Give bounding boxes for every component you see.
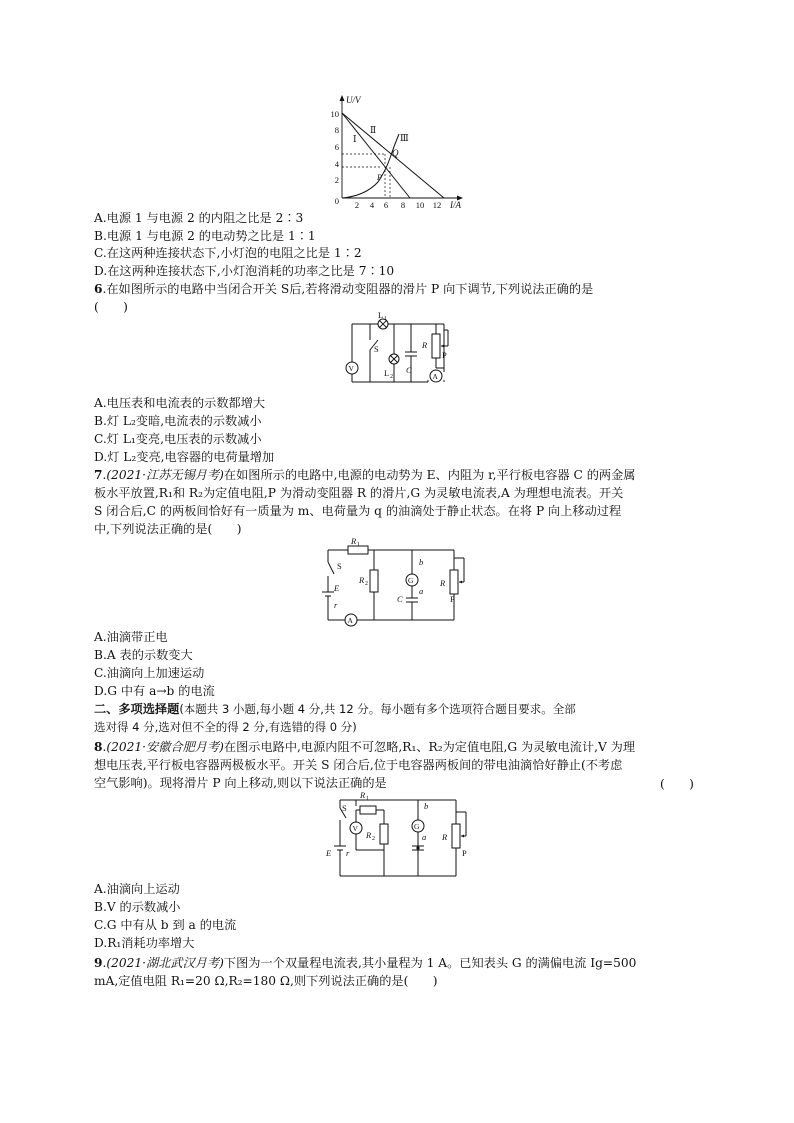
a-point-label: a <box>422 832 427 842</box>
r-label: R <box>442 832 448 842</box>
x-tick: 8 <box>400 200 406 208</box>
r1-sub: 1 <box>366 796 369 802</box>
s-label: S <box>342 803 347 813</box>
q8-source: (2021·安徽合肥月考) <box>106 740 224 754</box>
y-tick-labels <box>331 109 340 206</box>
q6-circuit <box>336 310 460 394</box>
q8-option-c: C.G 中有从 b 到 a 的电流 <box>94 918 237 932</box>
curve-3 <box>342 134 399 198</box>
q8-option-d: D.R₁消耗功率增大 <box>94 936 195 950</box>
q7-source: (2021·江苏无锡月考) <box>106 468 224 482</box>
q6-paren: ( ) <box>94 300 128 314</box>
x-axis-label: I/A <box>450 200 461 208</box>
y-axis-label: U/V <box>346 95 361 105</box>
q8-stem-text: 在图示电路中,电源内阻不可忽略,R₁、R₂为定值电阻,G 为灵敏电流计,V 为理 <box>223 740 636 754</box>
y-tick: 8 <box>334 125 339 135</box>
q6-option-c: C.灯 L₁变亮,电压表的示数减小 <box>94 432 262 446</box>
r1-label: R <box>351 536 357 546</box>
q8-number: 8 <box>94 740 103 754</box>
a-point-label: a <box>419 586 424 596</box>
c-label: C <box>406 365 412 375</box>
r1-label: R <box>360 790 366 800</box>
section-2-title: 二、多项选择题 <box>94 702 180 716</box>
x-tick: 10 <box>415 200 425 208</box>
section-2-desc-1: (本题共 3 小题,每小题 4 分,共 12 分。每小题有多个选项符合题目要求。全部 <box>179 702 576 716</box>
x-tick: 12 <box>432 200 442 208</box>
q9-number: 9 <box>94 956 103 970</box>
q8-stem-line-2: 想电压表,平行板电容器两极板水平。开关 S 闭合后,位于电容器两板间的带电油滴恰好静止(不考虑 <box>94 758 623 772</box>
section-2-header <box>94 701 576 718</box>
q7-option-c: C.油滴向上加速运动 <box>94 666 205 680</box>
v-label: V <box>352 824 358 833</box>
r1-sub: 1 <box>357 542 360 548</box>
q5-option-b: B.电源 1 与电源 2 的电动势之比是 1∶1 <box>94 229 316 243</box>
point-p-label: P <box>377 173 382 182</box>
q6-number: 6 <box>94 282 103 296</box>
p-label: P <box>462 848 467 858</box>
r2-label: R <box>366 830 372 840</box>
q5-option-a: A.电源 1 与电源 2 的内阻之比是 2∶3 <box>94 211 304 225</box>
b-label: b <box>424 801 429 811</box>
q6-option-d: D.灯 L₂变亮,电容器的电荷量增加 <box>94 450 275 464</box>
q7-option-b: B.A 表的示数变大 <box>94 648 193 662</box>
curve-label-2: Ⅱ <box>370 125 377 135</box>
l1-sub: 1 <box>384 316 387 322</box>
q7-stem-line-4: 中,下列说法正确的是( ) <box>94 522 242 536</box>
r-internal-label: r <box>334 600 338 610</box>
origin-label: 0 <box>334 196 339 206</box>
l1-label: L <box>378 310 384 320</box>
q6-stem-text: .在如图所示的电路中当闭合开关 S后,若将滑动变阻器的滑片 P 向下调节,下列说法正确的是 <box>102 282 594 296</box>
r2-label: R <box>359 575 365 585</box>
x-tick: 6 <box>383 200 389 208</box>
y-tick: 6 <box>334 142 339 152</box>
q6-option-b: B.灯 L₂变暗,电流表的示数减小 <box>94 414 262 428</box>
c-label: C <box>397 594 403 604</box>
q9-stem-line-2: mA,定值电阻 R₁=20 Ω,R₂=180 Ω,则下列说法正确的是( ) <box>94 974 438 988</box>
g-label: G <box>414 822 420 831</box>
e-label: E <box>334 583 340 593</box>
q8-option-b: B.V 的示数减小 <box>94 900 181 914</box>
curve-label-1: Ⅰ <box>353 134 357 144</box>
q8-circuit <box>320 790 474 882</box>
r-label: R <box>440 578 446 588</box>
q7-option-a: A.油滴带正电 <box>94 630 168 644</box>
section-2-desc-2: 选对得 4 分,选对但不全的得 2 分,有选错的得 0 分) <box>94 720 357 734</box>
x-tick-labels <box>355 200 441 208</box>
r2-sub: 2 <box>372 836 375 842</box>
curve-label-3: Ⅲ <box>400 133 409 143</box>
q7-option-d: D.G 中有 a→b 的电流 <box>94 684 215 698</box>
q8-paren: ( ) <box>660 777 694 791</box>
q7-stem-line-2: 板水平放置,R₁和 R₂为定值电阻,P 为滑动变阻器 R 的滑片,G 为灵敏电流表,A 为理想电流表。开关 <box>94 486 624 500</box>
r-internal-label: r <box>346 848 350 858</box>
q8-stem-line-3: 空气影响)。现将滑片 P 向上移动,则以下说法正确的是 <box>94 776 387 790</box>
u-i-graph <box>320 92 470 208</box>
x-tick: 4 <box>369 200 375 208</box>
l2-sub: 2 <box>390 374 393 380</box>
q9-stem-text: 下图为一个双量程电流表,其小量程为 1 A。已知表头 G 的满偏电流 Ig=500 <box>223 956 637 970</box>
s-label: S <box>374 344 379 354</box>
q8-option-a: A.油滴向上运动 <box>94 882 180 896</box>
r2-sub: 2 <box>365 581 368 587</box>
r-label: R <box>422 340 428 350</box>
a-label: A <box>432 372 438 381</box>
x-tick: 2 <box>354 200 360 208</box>
q9-source: (2021·湖北武汉月考) <box>106 956 224 970</box>
q7-stem-line-1: 7.(2021·江苏无锡月考)在如图所示的电路中,电源的电动势为 E、内阻为 r,平行板电容器 C 的两金属 <box>94 468 636 482</box>
g-label: G <box>408 576 414 585</box>
q6-option-a: A.电压表和电流表的示数都增大 <box>94 396 266 410</box>
q5-option-d: D.在这两种连接状态下,小灯泡消耗的功率之比是 7∶10 <box>94 264 395 278</box>
q5-option-c: C.在这两种连接状态下,小灯泡的电阻之比是 1∶2 <box>94 246 362 260</box>
q7-stem-line-3: S 闭合后,C 的两板间恰好有一质量为 m、电荷量为 q 的油滴处于静止状态。在将 P 向上移动过程 <box>94 504 622 518</box>
ammeter-label: A <box>347 616 353 625</box>
y-tick: 10 <box>330 109 339 119</box>
l2-label: L <box>384 368 390 378</box>
y-tick: 2 <box>334 175 339 185</box>
q7-stem-text: 在如图所示的电路中,电源的电动势为 E、内阻为 r,平行板电容器 C 的两金属 <box>223 468 636 482</box>
q9-stem-line-1: 9.(2021·湖北武汉月考)下图为一个双量程电流表,其小量程为 1 A。已知表头 G 的满偏电流 Ig=500 <box>94 956 637 970</box>
p-label: P <box>442 350 447 360</box>
s-label: S <box>337 561 342 571</box>
v-label: V <box>348 364 354 373</box>
y-tick: 4 <box>334 159 339 169</box>
e-label: E <box>326 848 332 858</box>
point-q-label: Q <box>392 148 399 158</box>
b-label: b <box>419 557 424 567</box>
q6-stem <box>94 281 593 298</box>
p-label: P <box>450 594 455 604</box>
q7-number: 7 <box>94 468 103 482</box>
q8-stem-line-1: 8.(2021·安徽合肥月考)在图示电路中,电源内阻不可忽略,R₁、R₂为定值电阻,G 为灵敏电流计,V 为理 <box>94 740 636 754</box>
q7-circuit <box>318 536 472 628</box>
